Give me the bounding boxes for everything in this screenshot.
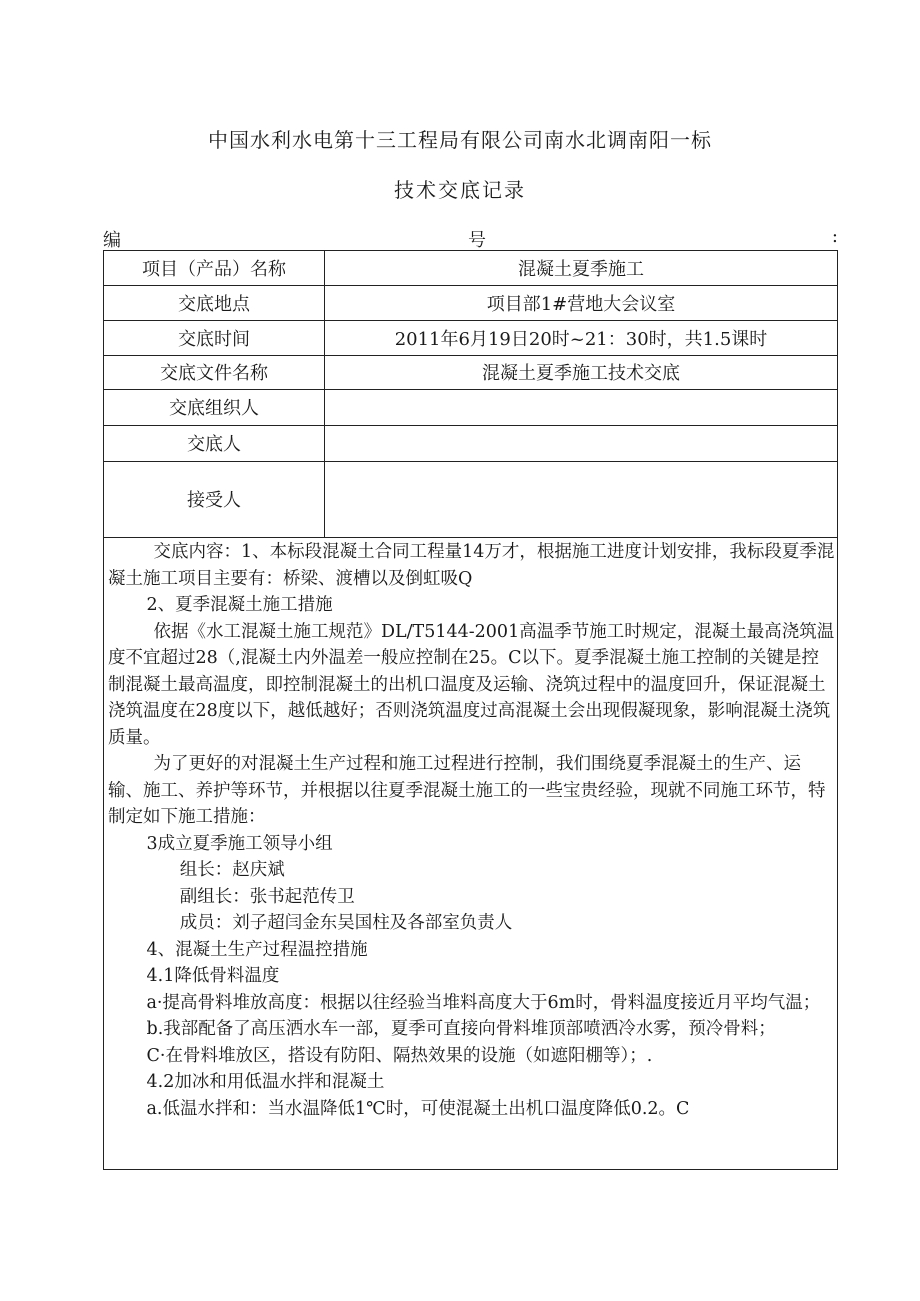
field-value — [325, 425, 838, 461]
record-sheet — [103, 250, 838, 1170]
section-heading: 4、混凝土生产过程温控措施 — [146, 939, 368, 960]
content-paragraph: a·提高骨料堆放高度：根据以往经验当堆料高度大于6m时，骨料温度接近月平均气温； — [146, 992, 821, 1013]
table-row — [104, 320, 837, 355]
document-title: 技术交底记录 — [394, 178, 526, 202]
content-paragraph: b.我部配备了高压洒水车一部，夏季可直接向骨料堆顶部喷洒冷水雾，预冷骨料； — [146, 1019, 776, 1039]
field-value: 混凝土夏季施工 — [325, 251, 838, 285]
section-heading: 2、夏季混凝土施工措施 — [146, 595, 333, 615]
field-label: 交底时间 — [104, 320, 325, 355]
team-leader: 组长：赵庆斌 — [179, 860, 285, 880]
table-row — [104, 461, 837, 537]
subsection-heading: 4.2加冰和用低温水拌和混凝土 — [146, 1072, 385, 1092]
field-label: 交底文件名称 — [104, 355, 325, 389]
field-label: 交底人 — [104, 425, 325, 461]
content-paragraph: C·在骨料堆放区，搭设有防阳、隔热效果的设施（如遮阳棚等）；. — [146, 1045, 653, 1066]
content-paragraph: a.低温水拌和：当水温降低1℃时，可使混凝土出机口温度降低0.2。C — [146, 1098, 690, 1119]
content-paragraph: 为了更好的对混凝土生产过程和施工过程进行控制，我们围绕夏季混凝土的生产、运输、施工、养护等环节，并根据以往夏季混凝土施工的一些宝贵经验，现就不同施工环节，特制定如下施工措施： — [108, 754, 826, 827]
field-label: 交底地点 — [104, 285, 325, 320]
field-value: 混凝土夏季施工技术交底 — [325, 355, 838, 389]
content-paragraph: 交底内容：1、本标段混凝土合同工程量14万才，根据施工进度计划安排，我标段夏季混凝土施工项目主要有：桥梁、渡槽以及倒虹吸Q — [108, 542, 835, 589]
field-label: 接受人 — [104, 461, 325, 537]
field-label: 项目（产品）名称 — [104, 251, 325, 285]
table-row — [104, 389, 837, 425]
table-row — [104, 425, 837, 461]
serial-colon: : — [831, 226, 838, 247]
field-value: 2011年6月19日20时~21：30时，共1.5课时 — [325, 320, 838, 355]
content-paragraph: 依据《水工混凝土施工规范》DL/T5144-2001高温季节施工时规定，混凝土最高浇筑温度不宜超过28（,混凝土内外温差一般应控制在25。C以下。夏季混凝土施工控制的关键是控制混凝土最高温度，即控制混凝土的出机口温度及运输、浇筑过程中的温度回升，保证混凝土浇筑温度在28度以下，越低越好；否则浇筑温度过高混凝土会出现假凝现象，影响混凝土浇筑质量。 — [108, 621, 835, 748]
table-row — [104, 251, 837, 285]
disclosure-content — [104, 539, 837, 1122]
organization-title: 中国水利水电第十三工程局有限公司南水北调南阳一标 — [208, 128, 712, 152]
info-table — [104, 251, 837, 538]
serial-label-mid: 号 — [468, 230, 486, 251]
serial-label: 编 — [103, 230, 121, 251]
section-heading: 3成立夏季施工领导小组 — [146, 833, 333, 854]
serial-number-row — [103, 226, 838, 251]
table-row — [104, 355, 837, 389]
field-value — [325, 461, 838, 537]
subsection-heading: 4.1降低骨料温度 — [146, 966, 280, 986]
field-value: 项目部1#营地大会议室 — [325, 285, 838, 320]
table-row — [104, 285, 837, 320]
field-label: 交底组织人 — [104, 389, 325, 425]
team-deputy-leader: 副组长：张书起范传卫 — [179, 886, 355, 907]
field-value — [325, 389, 838, 425]
team-members: 成员：刘子超闫金东吴国柱及各部室负责人 — [179, 913, 513, 933]
